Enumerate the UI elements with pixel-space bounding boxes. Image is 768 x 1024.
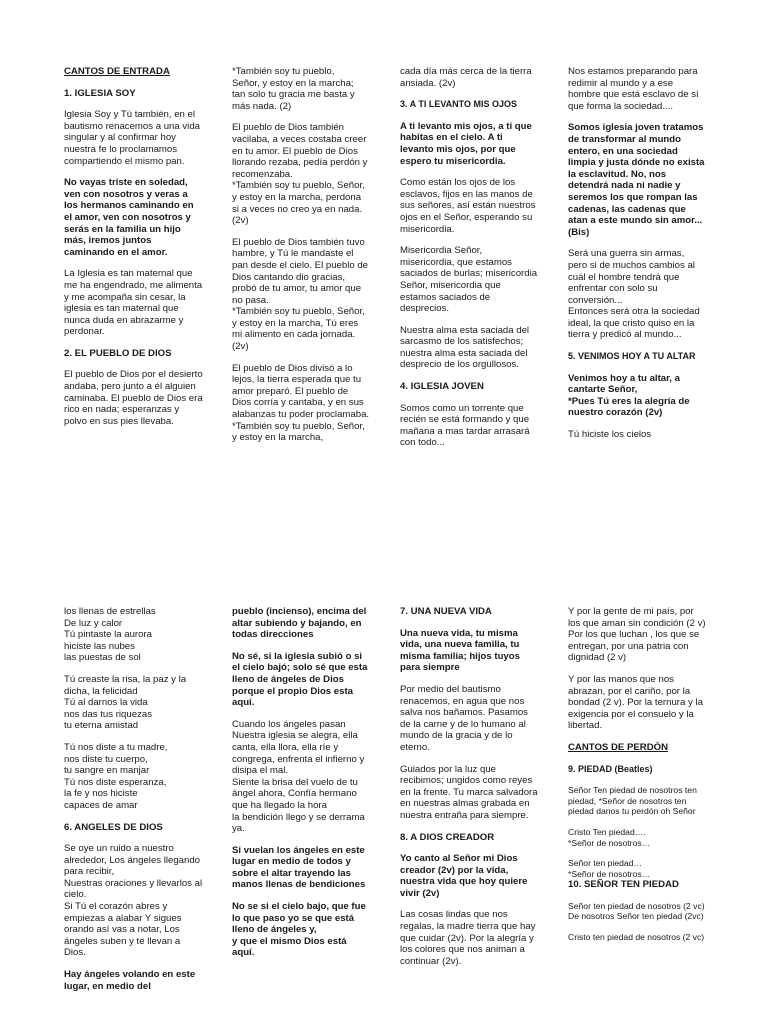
song-verse: Nos estamos preparando para redimir al mundo y a ese hombre que está esclavo de sí que forma la sociedad....	[568, 66, 699, 112]
song-chorus: Venimos hoy a tu altar, a cantarte Señor, *Pues Tú eres la alegría de nuestro corazón (2v)	[568, 372, 690, 419]
song-verse: Tú creaste la risa, la paz y la dicha, la felicidad Tú al darnos la vida nos das tus riquezas tu eterna amistad	[64, 673, 187, 732]
song-verse: Como están los ojos de los esclavos, fijos en las manos de sus señores, así están nuestros ojos en el Señor, esperando su misericordia.	[400, 177, 536, 235]
song-verse: *También soy tu pueblo, Señor, y estoy en la marcha; tan solo tu gracia me basta y más nada. (2)	[232, 66, 355, 112]
song-verse: La Iglesia es tan maternal que me ha engendrado, me alimenta y me acompaña sin cesar, la iglesia es tan maternal que nunca duda en abrazarme y perdonar.	[64, 268, 203, 338]
song-verse: Cristo ten piedad de nosotros (2 vc)	[568, 932, 705, 943]
song-title-angeles-de-dios: 6. ANGELES DE DIOS	[64, 821, 163, 833]
song-title-iglesia-joven: 4. IGLESIA JOVEN	[400, 381, 484, 393]
song-verse: Será una guerra sin armas, pero si de muchos cambios al cuál el hombre tendrá que enfrentar con solo su conversión... Entonces será otra la sociedad ideal, la que cristo quiso en la tierra y predicó al mundo...	[568, 248, 700, 341]
song-verse: Señor ten piedad…	[568, 858, 643, 869]
song-chorus: Hay ángeles volando en este lugar, en medio del	[64, 969, 196, 992]
top-column-2	[232, 66, 370, 454]
top-column-1	[64, 66, 204, 437]
song-verse: Nuestra alma esta saciada del sarcasmo de los satisfechos; nuestra alma esta saciada del desprecio de los orgullosos.	[400, 324, 530, 371]
song-verse: El pueblo de Dios por el desierto andaba, pero junto a él alguien caminaba. El pueblo de Dios era rico en nada; esperanzas y polvo en sus pies llevaba.	[64, 369, 203, 427]
song-verse: Tú nos diste a tu madre, nos diste tu cuerpo, tu sangre en manjar Tú nos diste esperanza, la fe y nos hiciste capaces de amar	[64, 741, 168, 811]
song-chorus: No se si el cielo bajo, que fue lo que paso yo se que está lleno de ángeles y, y que el mismo Dios está aquí.	[232, 901, 366, 959]
song-title-el-pueblo-de-dios: 2. EL PUEBLO DE DIOS	[64, 347, 172, 359]
song-title-piedad-beatles: 9. PIEDAD (Beatles)	[568, 763, 653, 774]
song-chorus: Una nueva vida, tu misma vida, una nueva familia, tu misma familia; hijos tuyos para siempre	[400, 627, 520, 674]
top-column-3	[400, 66, 538, 459]
song-verse: Se oye un ruido a nuestro alrededor, Los ángeles llegando para recibir, Nuestras oraciones y llevarlos al cielo. Si Tú el corazón abres y empiezas a alabar Y sigues orando así vas a notar, Los ángeles suben y te llevan a Dios.	[64, 843, 203, 959]
section-heading-cantos-de-perdon: CANTOS DE PERDÓN	[568, 741, 669, 753]
song-chorus: Yo canto al Señor mi Dios creador (2v) por la vida, nuestra vida que hoy quiere vivir (2v)	[400, 853, 528, 899]
section-heading-cantos-de-entrada: CANTOS DE ENTRADA	[64, 66, 170, 77]
song-verse: Guiados por la luz que recibimos; ungidos como reyes en la frente. Tu marca salvadora en nuestras almas grabada en nuestra entraña para siempre.	[400, 763, 538, 821]
bottom-column-2	[232, 606, 370, 969]
bottom-column-1	[64, 606, 204, 1002]
song-verse: Señor Ten piedad de nosotros ten piedad, *Señor de nosotros ten piedad danos tu perdón oh Señor	[568, 785, 697, 817]
song-verse: cada día más cerca de la tierra ansiada. (2v)	[400, 66, 532, 89]
song-chorus: A ti levanto mis ojos, a ti que habitas en el cielo. A ti levanto mis ojos, por que espero tu misericordia.	[400, 120, 532, 167]
song-verse: Las cosas lindas que nos regalas, la madre tierra que hay que cuidar (2v). Por la alegría y los colores que nos animan a continuar (2v).	[400, 909, 536, 967]
song-title-a-dios-creador: 8. A DIOS CREADOR	[400, 831, 495, 843]
song-title-senor-ten-piedad: 10. SEÑOR TEN PIEDAD	[568, 879, 679, 891]
song-chorus: No sé, si la iglesia subió o si el cielo bajó; solo sé que esta lleno de ángeles de Dios porque el propio Dios esta aquí.	[232, 650, 368, 709]
song-verse: El pueblo de Dios también vacilaba, a veces costaba creer en tu amor. El pueblo de Dios llorando rezaba, pedía perdón y recomenzaba. *También soy tu pueblo, Señor, y estoy en la marcha, perdona si a veces no creo ya en nada. (2v)	[232, 122, 368, 227]
song-verse: El pueblo de Dios divisó a lo lejos, la tierra esperada que tu amor preparó. El pueblo de Dios corría y cantaba, y en sus alabanzas tu poder proclamaba. *También soy tu pueblo, Señor, y estoy en la marcha,	[232, 362, 370, 444]
bottom-column-3	[400, 606, 538, 977]
song-verse: Somos como un torrente que recién se está formando y que mañana a mas tardar arrasará con todo...	[400, 402, 530, 449]
song-verse: Misericordia Señor, misericordia, que estamos saciados de burlas; misericordia Señor, misericordia que estamos saciados de desprecios.	[400, 245, 538, 315]
song-verse: Y por las manos que nos abrazan, por el cariño, por la bondad (2 v). Por la ternura y la exigencia por el consuelo y la libertad.	[568, 673, 703, 732]
song-verse: Iglesia Soy y Tú también, en el bautismo renacemos a una vida singular y al confirmar hoy nuestra fe lo proclamamos compartiendo el mismo pan.	[64, 109, 200, 167]
song-verse: *Señor de nosotros…	[568, 868, 651, 879]
top-column-4	[568, 66, 706, 451]
song-title-a-ti-levanto-mis-ojos: 3. A TI LEVANTO MIS OJOS	[400, 99, 518, 110]
song-chorus: Somos iglesia joven tratamos de transformar al mundo entero, en una sociedad limpia y justa dónde no exista la esclavitud. No, nos detendrá nada ni nadie y seremos los que rompan las cadenas, las cadenas que atan a este mundo sin amor... (Bis)	[568, 122, 705, 238]
song-verse: Tú hiciste los cielos	[568, 429, 652, 441]
song-verse: *Señor de nosotros…	[568, 837, 651, 848]
song-chorus: No vayas triste en soledad, ven con nosotros y veras a los hermanos caminando en el amor, ven con nosotros y serás en la familia un hijo más, iremos juntos caminando en el amor.	[64, 177, 194, 258]
song-verse: El pueblo de Dios también tuvo hambre, y Tú le mandaste el pan desde el cielo. El pueblo de Dios cantando dio gracias, probó de tu amor, tu amor que no pasa. *También soy tu pueblo, Señor, y estoy en la marcha, Tú eres mi alimento en cada jornada. (2v)	[232, 236, 369, 353]
bottom-column-4	[568, 606, 708, 953]
song-chorus: pueblo (incienso), encima del altar subiendo y bajando, en todas direcciones	[232, 606, 367, 641]
song-verse: Cristo Ten piedad….	[568, 826, 646, 837]
song-title-una-nueva-vida: 7. UNA NUEVA VIDA	[400, 606, 492, 617]
song-title-iglesia-soy: 1. IGLESIA SOY	[64, 87, 136, 99]
song-verse: Señor ten piedad de nosotros (2 vc) De nosotros Señor ten piedad (2vc)	[568, 900, 705, 922]
song-verse: los llenas de estrellas De luz y calor Tú pintaste la aurora hiciste las nubes las puestas de sol	[64, 606, 156, 664]
song-verse: Por medio del bautismo renacemos, en agua que nos salva nos bañamos. Pasamos de la carne y de lo humano al mundo de la gracia y de lo eterno.	[400, 683, 528, 753]
song-verse: Y por la gente de mi país, por los que aman sin condición (2 v) Por los que luchan , los que se entregan, por una patria con dignidad (2 v)	[568, 606, 706, 664]
song-chorus: Si vuelan los ángeles en este lugar en medio de todos y sobre el altar trayendo las manos llenas de bendiciones	[232, 844, 366, 891]
song-verse: Cuando los ángeles pasan Nuestra iglesia se alegra, ella canta, ella llora, ella ríe y congrega, enfrenta el infierno y disipa el mal. Siente la brisa del vuelo de tu ángel ahora, Confía hermano que ha llegado la hora la bendición llego y se derrama ya.	[232, 718, 365, 835]
song-title-venimos-hoy-a-tu-altar: 5. VENIMOS HOY A TU ALTAR	[568, 351, 696, 362]
